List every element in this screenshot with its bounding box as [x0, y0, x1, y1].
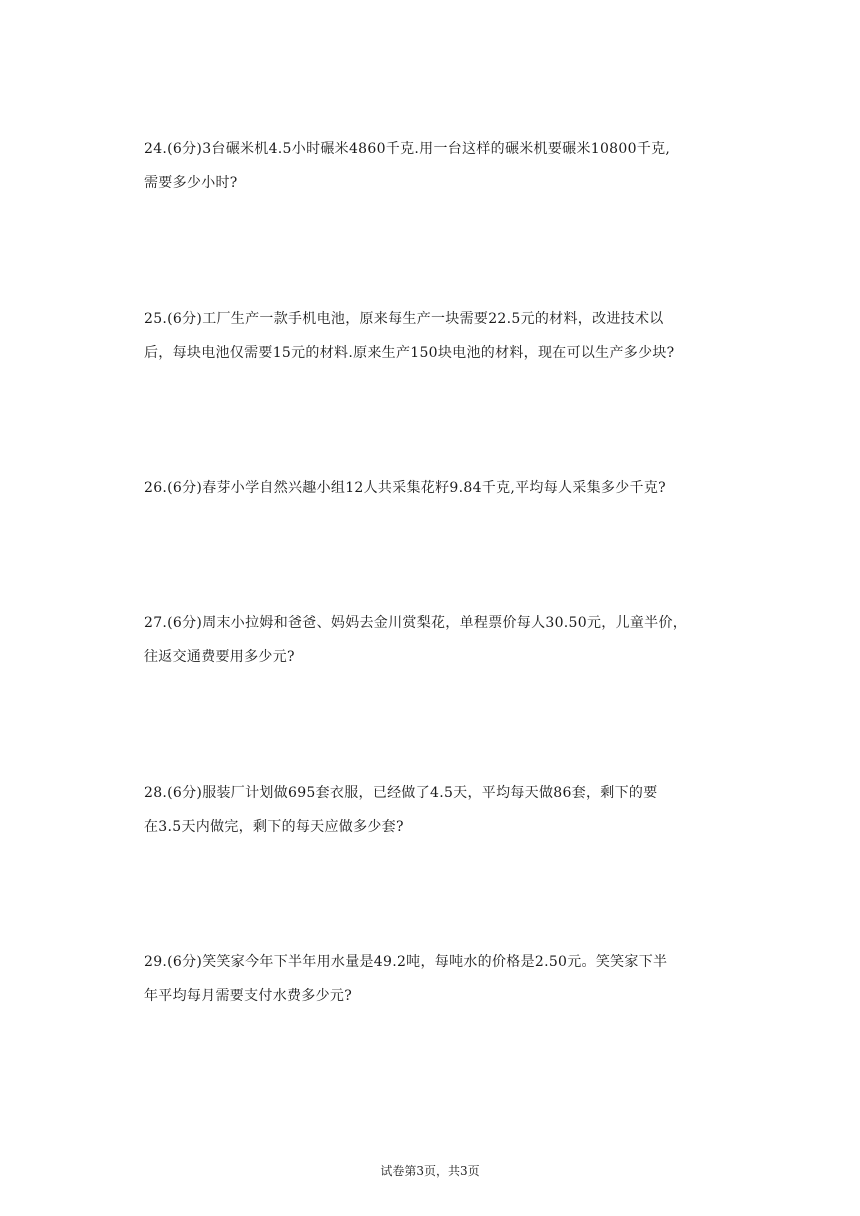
question-25-line-1: 25.(6分)工厂生产一款手机电池，原来每生产一块需要22.5元的材料，改进技术以: [144, 311, 664, 327]
question-25-line-2: 后，每块电池仅需要15元的材料.原来生产150块电池的材料，现在可以生产多少块?: [144, 345, 675, 361]
question-28: [144, 776, 724, 844]
question-27: [144, 606, 724, 674]
question-26-line-1: 26.(6分)春芽小学自然兴趣小组12人共采集花籽9.84千克,平均每人采集多少千克?: [144, 480, 666, 496]
question-24: [144, 132, 724, 200]
question-28-line-2: 在3.5天内做完，剩下的每天应做多少套?: [144, 819, 404, 835]
question-24-line-2: 需要多少小时?: [144, 175, 238, 191]
question-27-line-2: 往返交通费要用多少元?: [144, 649, 295, 665]
question-25: [144, 302, 724, 370]
question-24-line-1: 24.(6分)3台碾米机4.5小时碾米4860千克.用一台这样的碾米机要碾米10800千克,: [144, 141, 671, 157]
question-29: [144, 945, 724, 1013]
question-27-line-1: 27.(6分)周末小拉姆和爸爸、妈妈去金川赏梨花，单程票价每人30.50元，儿童半价，: [144, 615, 688, 631]
question-29-line-1: 29.(6分)笑笑家今年下半年用水量是49.2吨，每吨水的价格是2.50元。笑笑家下半: [144, 954, 668, 970]
page-footer: [0, 1162, 860, 1179]
question-26: [144, 471, 724, 505]
question-29-line-2: 年平均每月需要支付水费多少元?: [144, 988, 353, 1004]
page-number-label: 试卷第3页，共3页: [380, 1164, 480, 1178]
question-28-line-1: 28.(6分)服装厂计划做695套衣服，已经做了4.5天，平均每天做86套，剩下的要: [144, 785, 658, 801]
